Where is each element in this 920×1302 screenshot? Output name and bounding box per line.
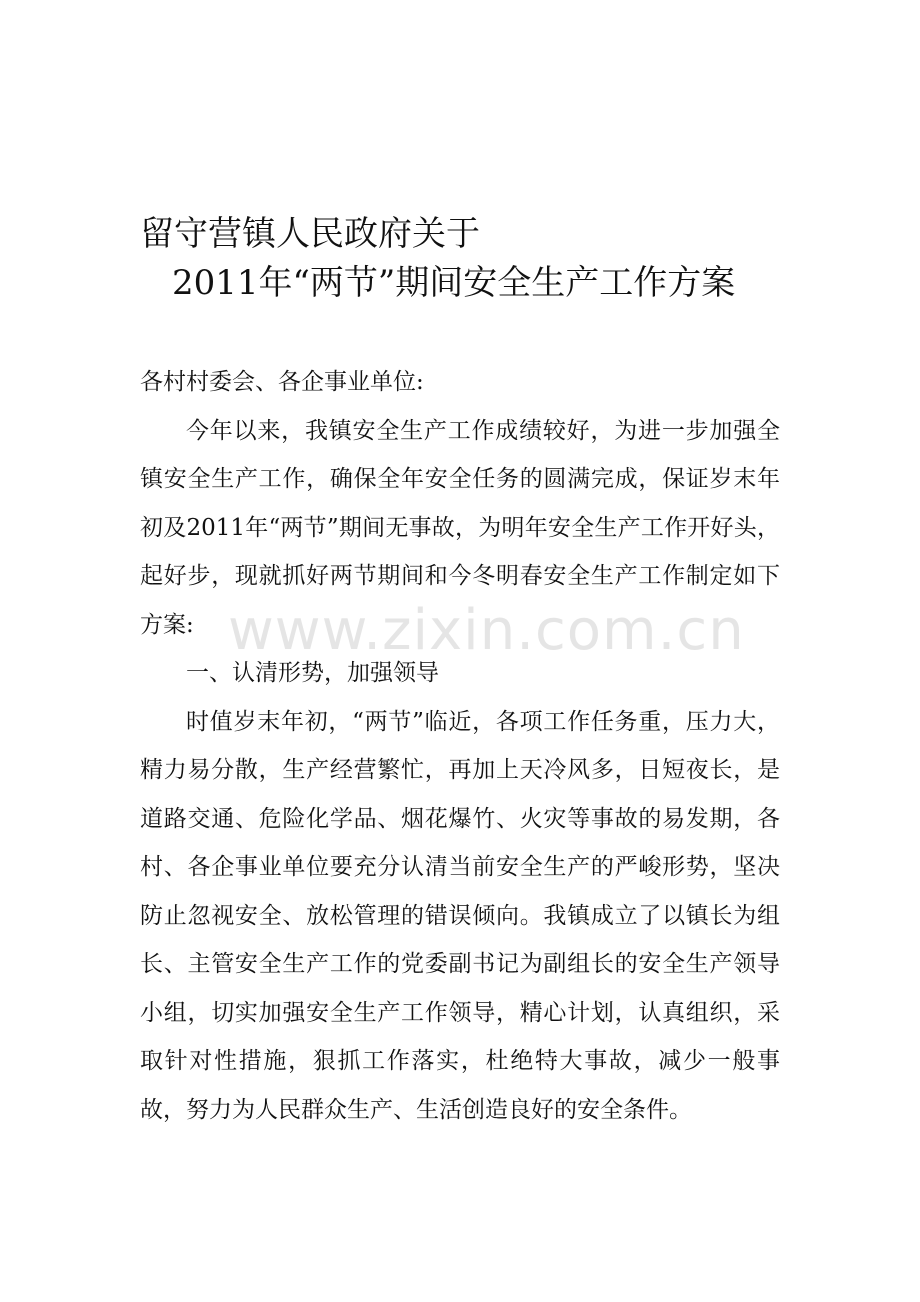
intro-paragraph: 今年以来，我镇安全生产工作成绩较好，为进一步加强全镇安全生产工作，确保全年安全任务的圆满完成，保证岁末年初及2011年“两节”期间无事故，为明年安全生产工作开好头，起好步，现就抓好两节期间和今冬明春安全生产工作制定如下方案:: [140, 417, 780, 638]
watermark: www.zixin.com.cn: [228, 598, 745, 663]
section-1-heading: 一、认清形势，加强领导: [186, 660, 439, 686]
document-title-line-2: 2011年“两节”期间安全生产工作方案: [172, 263, 736, 303]
document-title-line-1: 留守营镇人民政府关于: [140, 214, 480, 254]
salutation: 各村村委会、各企事业单位:: [140, 369, 424, 395]
section-1-paragraph: 时值岁末年初，“两节”临近，各项工作任务重，压力大，精力易分散，生产经营繁忙，再加上天冷风多，日短夜长，是道路交通、危险化学品、烟花爆竹、火灾等事故的易发期，各村、各企事业单位要充分认清当前安全生产的严峻形势，坚决防止忽视安全、放松管理的错误倾向。我镇成立了以镇长为组长、主管安全生产工作的党委副书记为副组长的安全生产领导小组，切实加强安全生产工作领导，精心计划，认真组织，采取针对性措施，狠抓工作落实，杜绝特大事故，减少一般事故，努力为人民群众生产、生活创造良好的安全条件。: [140, 708, 780, 1123]
document-body: [140, 358, 780, 1134]
